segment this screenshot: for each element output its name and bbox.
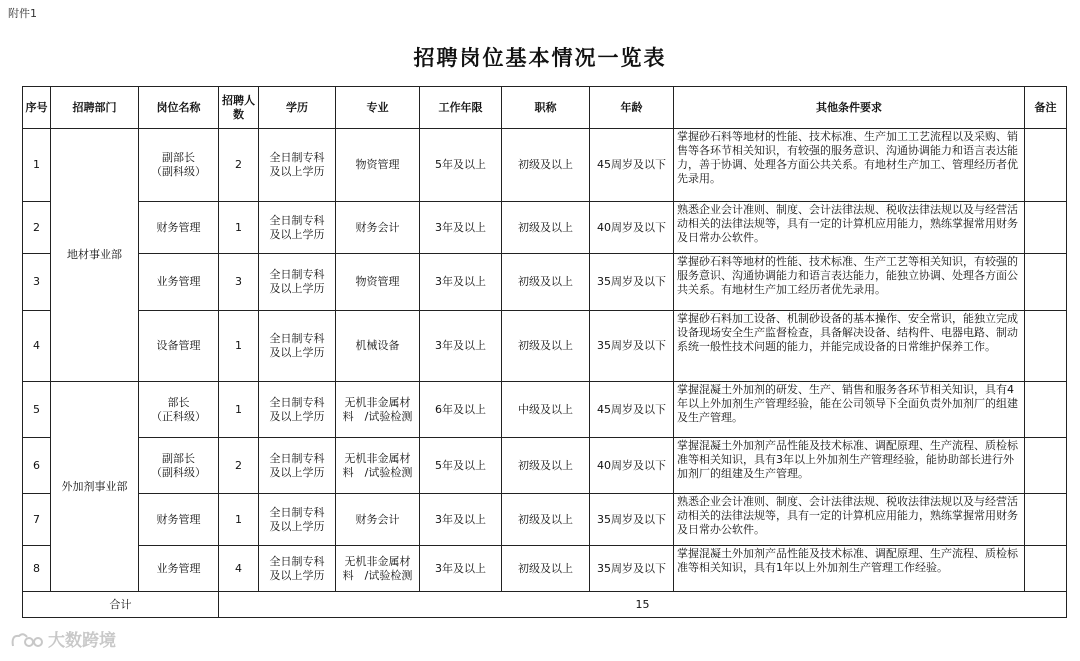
cell-age: 35周岁及以下: [590, 494, 674, 546]
cell-other: 掌握砂石料等地材的性能、技术标准、生产工艺等相关知识，有较强的服务意识、沟通协调能力和语言表达能力，能独立协调、处理各方面公共关系。有地材生产加工经历者优先录用。: [674, 254, 1025, 311]
cell-no: 7: [23, 494, 51, 546]
cell-count: 1: [219, 494, 259, 546]
cell-edu: 全日制专科 及以上学历: [259, 129, 336, 202]
cell-age: 35周岁及以下: [590, 546, 674, 592]
header-remark: 备注: [1025, 87, 1067, 129]
cell-age: 35周岁及以下: [590, 311, 674, 382]
cell-edu: 全日制专科 及以上学历: [259, 254, 336, 311]
cell-count: 1: [219, 382, 259, 438]
cell-edu: 全日制专科 及以上学历: [259, 494, 336, 546]
cell-age: 40周岁及以下: [590, 438, 674, 494]
header-count: 招聘人数: [219, 87, 259, 129]
cell-edu: 全日制专科 及以上学历: [259, 438, 336, 494]
cell-title: 初级及以上: [502, 202, 590, 254]
cell-remark: [1025, 494, 1067, 546]
cell-years: 5年及以上: [420, 129, 502, 202]
cell-title: 初级及以上: [502, 129, 590, 202]
cell-major: 无机非金属材料 /试验检测: [336, 438, 420, 494]
cell-remark: [1025, 546, 1067, 592]
cell-age: 45周岁及以下: [590, 129, 674, 202]
table-row: [23, 254, 1067, 311]
cell-other: 掌握混凝土外加剂产品性能及技术标准、调配原理、生产流程、质检标准等相关知识，具有3年以上外加剂生产管理经验，能协助部长进行外加剂厂的组建及生产管理。: [674, 438, 1025, 494]
cell-years: 3年及以上: [420, 311, 502, 382]
cell-position: 副部长 （副科级）: [139, 129, 219, 202]
cell-age: 45周岁及以下: [590, 382, 674, 438]
cell-other: 掌握砂石料等地材的性能、技术标准、生产加工工艺流程以及采购、销售等各环节相关知识，有较强的服务意识、沟通协调能力和语言表达能力，善于协调、处理各方面公共关系。有地材生产加工、管理经历者优先录用。: [674, 129, 1025, 202]
cell-no: 3: [23, 254, 51, 311]
table-row: [23, 494, 1067, 546]
table-row: [23, 546, 1067, 592]
header-no: 序号: [23, 87, 51, 129]
cell-years: 3年及以上: [420, 254, 502, 311]
cell-other: 掌握混凝土外加剂产品性能及技术标准、调配原理、生产流程、质检标准等相关知识，具有1年以上外加剂生产管理工作经验。: [674, 546, 1025, 592]
cell-remark: [1025, 129, 1067, 202]
cell-count: 2: [219, 438, 259, 494]
table-row: [23, 129, 1067, 202]
cell-position: 业务管理: [139, 546, 219, 592]
cell-dept: 地材事业部: [51, 129, 139, 382]
cell-title: 初级及以上: [502, 311, 590, 382]
table-row: [23, 311, 1067, 382]
cell-title: 初级及以上: [502, 494, 590, 546]
cell-remark: [1025, 438, 1067, 494]
cell-edu: 全日制专科 及以上学历: [259, 311, 336, 382]
cell-position: 财务管理: [139, 202, 219, 254]
header-dept: 招聘部门: [51, 87, 139, 129]
table-row: [23, 438, 1067, 494]
cell-remark: [1025, 311, 1067, 382]
header-title: 职称: [502, 87, 590, 129]
cell-position: 副部长 （副科级）: [139, 438, 219, 494]
attachment-label: 附件1: [8, 7, 37, 20]
cell-no: 4: [23, 311, 51, 382]
cell-age: 40周岁及以下: [590, 202, 674, 254]
cell-count: 1: [219, 202, 259, 254]
cell-position: 业务管理: [139, 254, 219, 311]
cell-title: 中级及以上: [502, 382, 590, 438]
watermark-text: 大数跨境: [48, 631, 116, 651]
cell-major: 财务会计: [336, 202, 420, 254]
cell-no: 1: [23, 129, 51, 202]
total-value: 15: [219, 592, 1067, 618]
cell-years: 3年及以上: [420, 546, 502, 592]
cell-position: 设备管理: [139, 311, 219, 382]
page-title: 招聘岗位基本情况一览表: [413, 45, 667, 70]
table-header-row: [23, 87, 1067, 129]
cell-count: 1: [219, 311, 259, 382]
cell-edu: 全日制专科 及以上学历: [259, 382, 336, 438]
cell-title: 初级及以上: [502, 546, 590, 592]
cell-title: 初级及以上: [502, 254, 590, 311]
cell-years: 3年及以上: [420, 494, 502, 546]
cell-edu: 全日制专科 及以上学历: [259, 202, 336, 254]
cell-remark: [1025, 382, 1067, 438]
cell-major: 财务会计: [336, 494, 420, 546]
cell-age: 35周岁及以下: [590, 254, 674, 311]
cell-years: 5年及以上: [420, 438, 502, 494]
cell-other: 熟悉企业会计准则、制度、会计法律法规、税收法律法规以及与经营活动相关的法律法规等，具有一定的计算机应用能力，熟练掌握常用财务及日常办公软件。: [674, 494, 1025, 546]
cell-position: 财务管理: [139, 494, 219, 546]
cell-no: 5: [23, 382, 51, 438]
cell-title: 初级及以上: [502, 438, 590, 494]
watermark: [10, 626, 116, 651]
cell-position: 部长 （正科级）: [139, 382, 219, 438]
cell-major: 无机非金属材料 /试验检测: [336, 382, 420, 438]
header-major: 专业: [336, 87, 420, 129]
cell-other: 熟悉企业会计准则、制度、会计法律法规、税收法律法规以及与经营活动相关的法律法规等，具有一定的计算机应用能力，熟练掌握常用财务及日常办公软件。: [674, 202, 1025, 254]
cell-no: 6: [23, 438, 51, 494]
watermark-logo-icon: [10, 631, 44, 651]
cell-count: 2: [219, 129, 259, 202]
total-label: 合计: [23, 592, 219, 618]
header-age: 年龄: [590, 87, 674, 129]
cell-count: 4: [219, 546, 259, 592]
cell-major: 机械设备: [336, 311, 420, 382]
cell-years: 3年及以上: [420, 202, 502, 254]
cell-no: 2: [23, 202, 51, 254]
table-row: [23, 202, 1067, 254]
cell-major: 无机非金属材料 /试验检测: [336, 546, 420, 592]
cell-count: 3: [219, 254, 259, 311]
cell-other: 掌握混凝土外加剂的研发、生产、销售和服务各环节相关知识，具有4年以上外加剂生产管理经验，能在公司领导下全面负责外加剂厂的组建及生产管理。: [674, 382, 1025, 438]
cell-remark: [1025, 202, 1067, 254]
recruitment-table: [22, 86, 1067, 618]
header-years: 工作年限: [420, 87, 502, 129]
cell-years: 6年及以上: [420, 382, 502, 438]
cell-dept: 外加剂事业部: [51, 382, 139, 592]
cell-other: 掌握砂石料加工设备、机制砂设备的基本操作、安全常识，能独立完成设备现场安全生产监督检查，具备解决设备、结构件、电器电路、制动系统一般性技术问题的能力，并能完成设备的日常维护保养工作。: [674, 311, 1025, 382]
header-position: 岗位名称: [139, 87, 219, 129]
cell-major: 物资管理: [336, 129, 420, 202]
total-row: [23, 592, 1067, 618]
cell-no: 8: [23, 546, 51, 592]
header-other: 其他条件要求: [674, 87, 1025, 129]
table-row: [23, 382, 1067, 438]
cell-remark: [1025, 254, 1067, 311]
header-edu: 学历: [259, 87, 336, 129]
cell-edu: 全日制专科 及以上学历: [259, 546, 336, 592]
cell-major: 物资管理: [336, 254, 420, 311]
